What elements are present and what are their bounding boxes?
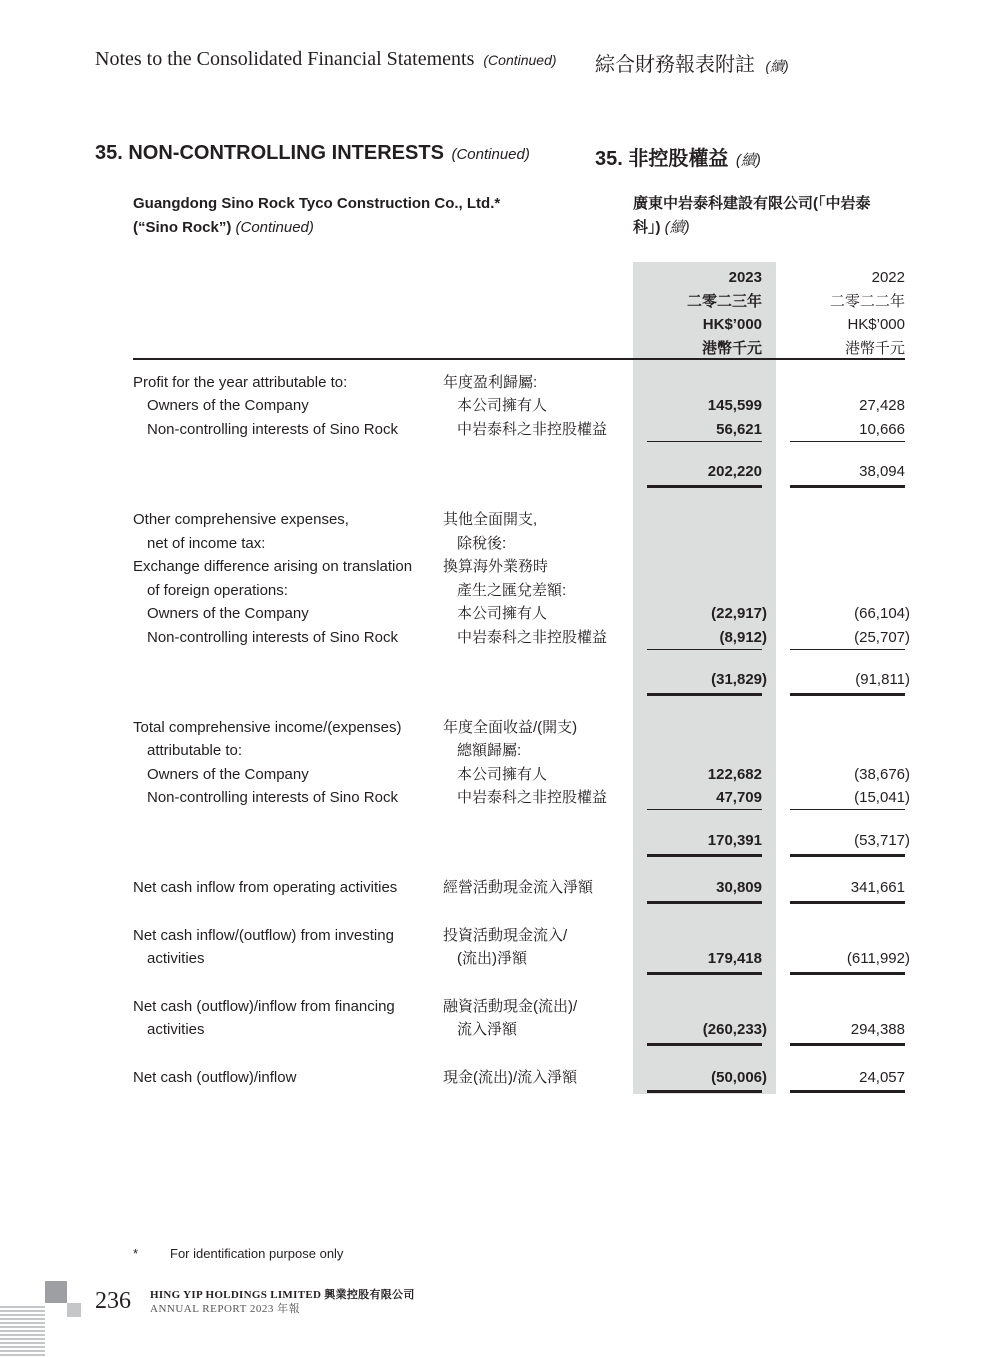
tci-owners-2023: 122,682 xyxy=(707,766,762,783)
header-rule xyxy=(133,358,905,360)
total-rule xyxy=(790,485,905,488)
footer-decoration-square xyxy=(45,1281,67,1303)
oci-exchange-line2-zh: 產生之匯兌差額: xyxy=(457,582,567,599)
total-rule xyxy=(647,854,762,857)
investing-cash-label-line1-zh: 投資活動現金流入/ xyxy=(443,927,568,944)
footnote-text: For identification purpose only xyxy=(170,1246,344,1261)
profit-heading: Profit for the year attributable to: xyxy=(133,374,348,391)
footer-report-name: ANNUAL REPORT 2023 年報 xyxy=(150,1303,301,1315)
financing-cash-label-line1-zh: 融資活動現金(流出)/ xyxy=(443,998,578,1015)
net-cash-label: Net cash (outflow)/inflow xyxy=(133,1069,297,1086)
profit-nci-label-zh: 中岩泰科之非控股權益 xyxy=(457,421,608,438)
profit-nci-label: Non-controlling interests of Sino Rock xyxy=(147,421,398,438)
column-unit-zh-2022: 港幣千元 xyxy=(844,339,905,357)
running-header-continued: (Continued) xyxy=(483,52,557,68)
financing-cash-label-line2: activities xyxy=(147,1021,205,1038)
running-header-continued-zh: (續) xyxy=(765,58,789,74)
section-title-text: 35. NON-CONTROLLING INTERESTS xyxy=(95,142,444,164)
subsection-heading-zh xyxy=(633,192,908,240)
oci-heading-line1: Other comprehensive expenses, xyxy=(133,511,349,528)
financing-cash-2023: (260,233) xyxy=(702,1021,767,1038)
total-rule xyxy=(647,972,762,975)
total-rule xyxy=(790,972,905,975)
subtotal-rule xyxy=(790,649,905,650)
financing-cash-label-line2-zh: 流入淨額 xyxy=(457,1021,518,1038)
column-unit-2023: HK$’000 xyxy=(702,316,762,333)
oci-nci-label-zh: 中岩泰科之非控股權益 xyxy=(457,629,608,646)
profit-owners-label-zh: 本公司擁有人 xyxy=(457,397,548,414)
subsection-line1-zh: 廣東中岩泰科建設有限公司(「中岩泰 xyxy=(633,195,871,212)
subsection-line2: (“Sino Rock”) xyxy=(133,219,232,236)
profit-owners-2023: 145,599 xyxy=(707,397,762,414)
oci-exchange-line1-zh: 換算海外業務時 xyxy=(443,558,549,575)
profit-total-2023: 202,220 xyxy=(707,463,762,480)
section-title-continued-zh: (續) xyxy=(735,152,761,169)
running-header-title-zh: 綜合財務報表附註 xyxy=(595,52,755,76)
tci-heading-line2-zh: 總額歸屬: xyxy=(457,742,522,759)
tci-heading-line2: attributable to: xyxy=(147,742,243,759)
column-year-zh-2022: 二零二二年 xyxy=(829,292,905,310)
profit-nci-2023: 56,621 xyxy=(716,421,762,438)
section-title-continued: (Continued) xyxy=(451,146,530,163)
oci-total-2022: (91,811) xyxy=(855,671,910,688)
subtotal-rule xyxy=(790,441,905,442)
oci-nci-label: Non-controlling interests of Sino Rock xyxy=(147,629,398,646)
profit-total-2022: 38,094 xyxy=(859,463,905,480)
tci-nci-label: Non-controlling interests of Sino Rock xyxy=(147,789,398,806)
subsection-line2-zh: 科」) xyxy=(633,219,661,236)
oci-nci-2022: (25,707) xyxy=(854,629,910,646)
subsection-continued: (Continued) xyxy=(235,219,314,236)
profit-heading-zh: 年度盈利歸屬: xyxy=(443,374,538,391)
page-number: 236 xyxy=(95,1288,131,1314)
total-rule xyxy=(647,901,762,904)
profit-owners-label: Owners of the Company xyxy=(147,397,309,414)
column-header-2022 xyxy=(776,266,905,360)
operating-cash-2022: 341,661 xyxy=(850,879,905,896)
oci-owners-2023: (22,917) xyxy=(711,605,767,622)
total-rule xyxy=(647,693,762,696)
subsection-line2-wrap xyxy=(133,216,573,240)
operating-cash-label: Net cash inflow from operating activities xyxy=(133,879,398,896)
total-rule xyxy=(647,485,762,488)
subtotal-rule xyxy=(647,441,762,442)
total-rule xyxy=(790,693,905,696)
footer-decoration-square-small xyxy=(67,1303,81,1317)
tci-nci-2023: 47,709 xyxy=(716,789,762,806)
investing-cash-2022: (611,992) xyxy=(846,950,910,967)
financing-cash-2022: 294,388 xyxy=(850,1021,905,1038)
profit-owners-2022: 27,428 xyxy=(859,397,905,414)
total-rule xyxy=(790,901,905,904)
net-cash-2023: (50,006) xyxy=(711,1069,767,1086)
investing-cash-label-line2-zh: (流出)淨額 xyxy=(457,950,527,967)
tci-owners-label-zh: 本公司擁有人 xyxy=(457,766,548,783)
oci-exchange-line1: Exchange difference arising on translation xyxy=(133,558,413,575)
column-unit-2022: HK$’000 xyxy=(847,316,905,333)
operating-cash-2023: 30,809 xyxy=(716,879,762,896)
oci-heading-line2-zh: 除稅後: xyxy=(457,535,507,552)
operating-cash-label-zh: 經營活動現金流入淨額 xyxy=(443,879,594,896)
total-rule xyxy=(647,1043,762,1046)
tci-owners-label: Owners of the Company xyxy=(147,766,309,783)
oci-total-2023: (31,829) xyxy=(711,671,767,688)
total-rule xyxy=(647,1090,762,1093)
running-header-zh xyxy=(595,48,789,77)
subsection-heading-en xyxy=(133,192,573,240)
tci-total-2022: (53,717) xyxy=(854,832,910,849)
total-rule xyxy=(790,1090,905,1093)
oci-exchange-line2: of foreign operations: xyxy=(147,582,288,599)
investing-cash-2023: 179,418 xyxy=(707,950,762,967)
financing-cash-label-line1: Net cash (outflow)/inflow from financing xyxy=(133,998,395,1015)
running-header-title: Notes to the Consolidated Financial Statements xyxy=(95,48,475,70)
tci-owners-2022: (38,676) xyxy=(854,766,910,783)
subtotal-rule xyxy=(790,809,905,810)
oci-nci-2023: (8,912) xyxy=(719,629,767,646)
tci-nci-label-zh: 中岩泰科之非控股權益 xyxy=(457,789,608,806)
net-cash-2022: 24,057 xyxy=(859,1069,905,1086)
investing-cash-label-line1: Net cash inflow/(outflow) from investing xyxy=(133,927,394,944)
oci-owners-label: Owners of the Company xyxy=(147,605,309,622)
subsection-line2-zh-wrap xyxy=(633,216,908,240)
total-rule xyxy=(790,854,905,857)
subtotal-rule xyxy=(647,649,762,650)
column-year-zh-2023: 二零二三年 xyxy=(686,292,762,310)
total-rule xyxy=(790,1043,905,1046)
tci-heading-line1: Total comprehensive income/(expenses) xyxy=(133,719,402,736)
subsection-continued-zh: (續) xyxy=(664,219,690,236)
running-header-en xyxy=(95,48,557,71)
section-title-en xyxy=(95,142,530,165)
footer-company-name: HING YIP HOLDINGS LIMITED 興業控股有限公司 xyxy=(150,1289,415,1301)
oci-owners-2022: (66,104) xyxy=(854,605,910,622)
tci-heading-line1-zh: 年度全面收益/(開支) xyxy=(443,719,578,736)
profit-nci-2022: 10,666 xyxy=(859,421,905,438)
footnote-mark: * xyxy=(133,1246,139,1261)
section-title-text-zh: 35. 非控股權益 xyxy=(595,148,729,170)
section-title-zh xyxy=(595,142,761,171)
column-unit-zh-2023: 港幣千元 xyxy=(701,339,762,357)
tci-nci-2022: (15,041) xyxy=(854,789,910,806)
footer-decoration-stripes xyxy=(0,1306,45,1357)
subsection-line1: Guangdong Sino Rock Tyco Construction Co., Ltd.* xyxy=(133,195,501,212)
net-cash-label-zh: 現金(流出)/流入淨額 xyxy=(443,1069,578,1086)
tci-total-2023: 170,391 xyxy=(707,832,762,849)
oci-heading-line2: net of income tax: xyxy=(147,535,266,552)
investing-cash-label-line2: activities xyxy=(147,950,205,967)
column-year-2022: 2022 xyxy=(871,269,905,286)
column-year-2023: 2023 xyxy=(728,269,762,286)
subtotal-rule xyxy=(647,809,762,810)
oci-owners-label-zh: 本公司擁有人 xyxy=(457,605,548,622)
column-header-2023 xyxy=(633,266,762,360)
oci-heading-line1-zh: 其他全面開支, xyxy=(443,511,538,528)
